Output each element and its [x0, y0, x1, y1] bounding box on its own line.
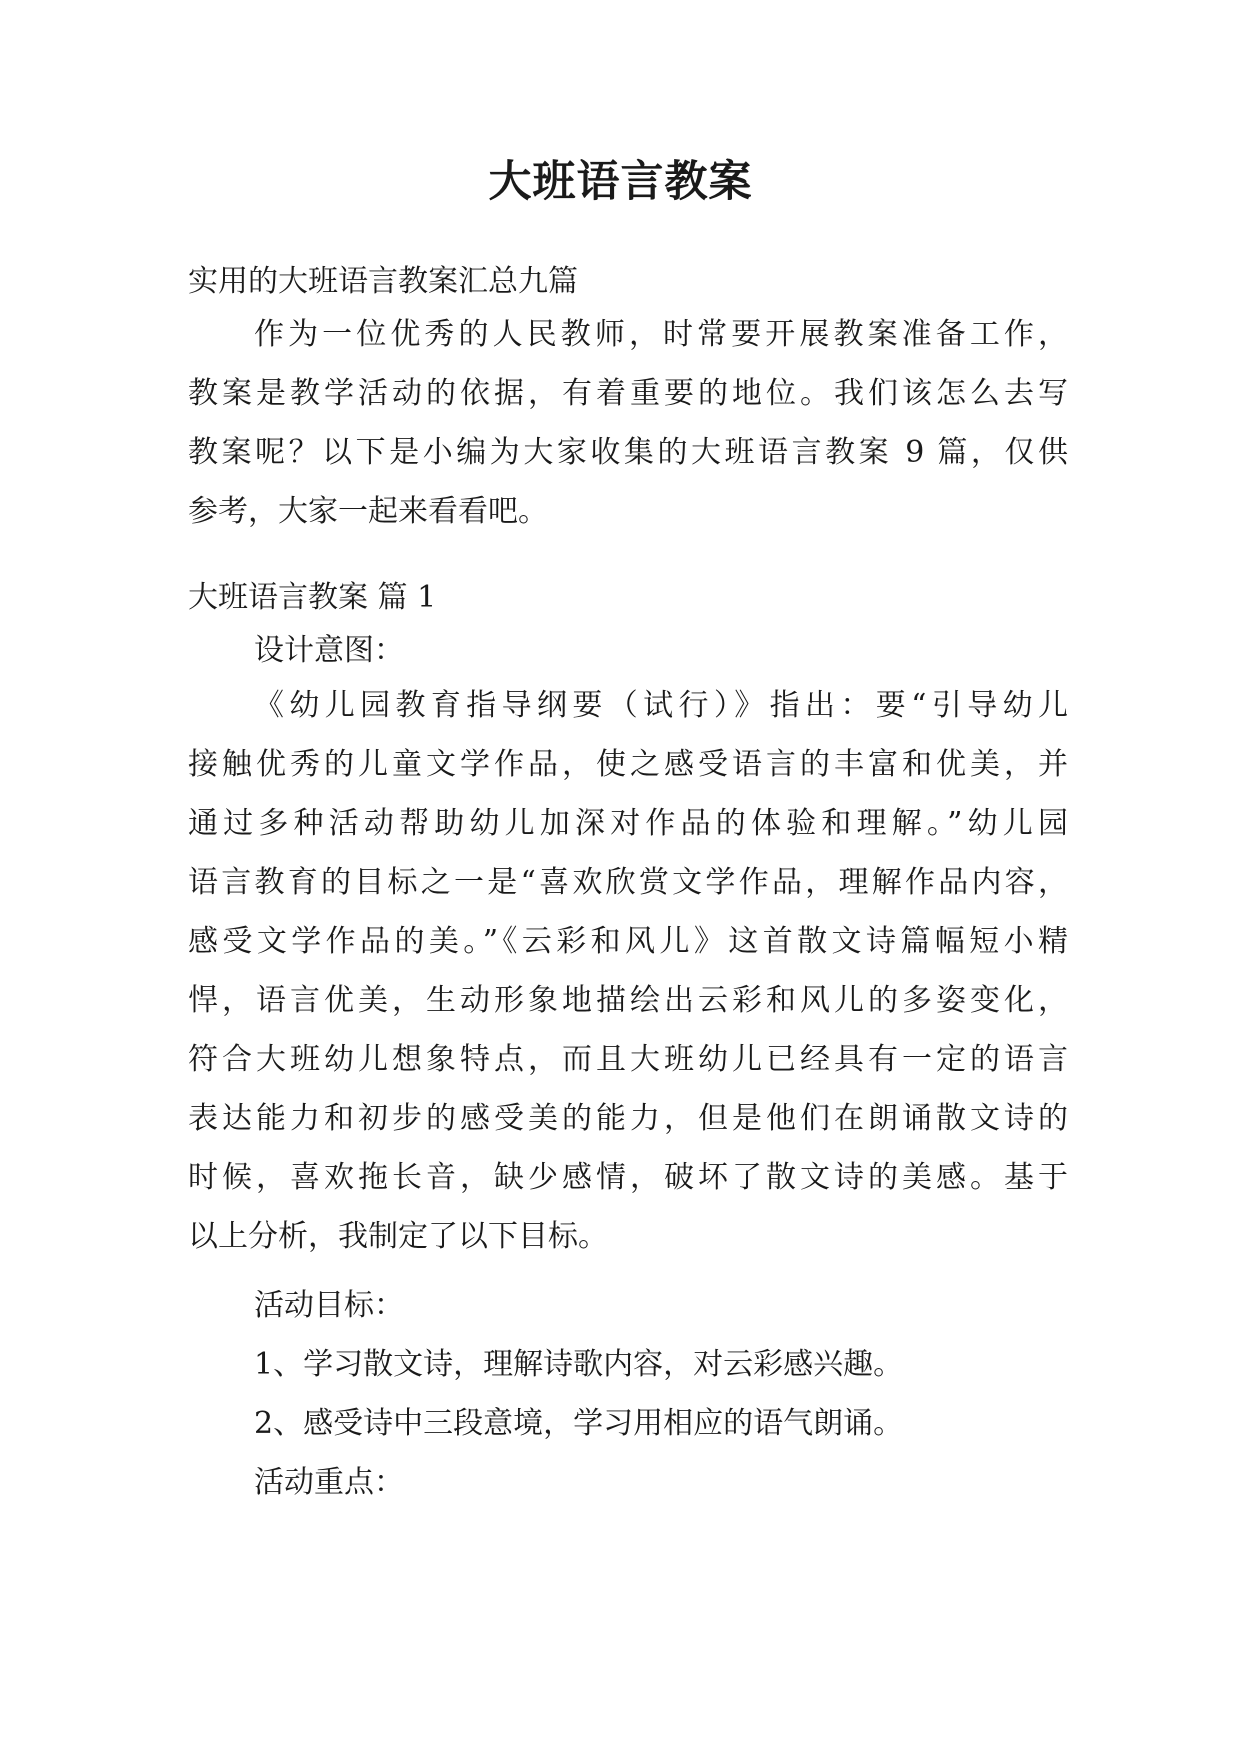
intro-line: 教案呢？以下是小编为大家收集的大班语言教案 9 篇，仅供	[188, 435, 1068, 470]
document-title: 大班语言教案	[488, 157, 753, 207]
design-line: 时候，喜欢拖长音，缺少感情，破坏了散文诗的美感。基于	[188, 1160, 1068, 1195]
design-intent-label: 设计意图：	[254, 633, 404, 668]
design-intent-paragraph	[188, 676, 1068, 1266]
design-line: 接触优秀的儿童文学作品，使之感受语言的丰富和优美，并	[188, 747, 1068, 782]
design-line: 符合大班幼儿想象特点，而且大班幼儿已经具有一定的语言	[188, 1042, 1068, 1077]
document-subtitle: 实用的大班语言教案汇总九篇	[188, 264, 578, 299]
goal-item: 1、学习散文诗，理解诗歌内容，对云彩感兴趣。	[254, 1347, 904, 1382]
design-line: 通过多种活动帮助幼儿加深对作品的体验和理解。”幼儿园	[188, 806, 1068, 841]
intro-line: 教案是教学活动的依据，有着重要的地位。我们该怎么去写	[188, 376, 1068, 411]
intro-line: 作为一位优秀的人民教师，时常要开展教案准备工作，	[254, 317, 1068, 352]
design-line: 感受文学作品的美。”《云彩和风儿》这首散文诗篇幅短小精	[188, 924, 1068, 959]
design-line: 表达能力和初步的感受美的能力，但是他们在朗诵散文诗的	[188, 1101, 1068, 1136]
section-heading: 大班语言教案 篇 1	[188, 580, 437, 615]
activity-goals-label: 活动目标：	[254, 1288, 404, 1323]
design-line: 语言教育的目标之一是“喜欢欣赏文学作品，理解作品内容，	[188, 865, 1068, 900]
intro-paragraph	[188, 305, 1068, 541]
activity-focus-label: 活动重点：	[254, 1465, 404, 1500]
intro-line: 参考，大家一起来看看吧。	[188, 494, 548, 529]
design-line: 悍，语言优美，生动形象地描绘出云彩和风儿的多姿变化，	[188, 983, 1068, 1018]
design-line: 以上分析，我制定了以下目标。	[188, 1219, 608, 1254]
design-line: 《幼儿园教育指导纲要（试行）》指出：要“引导幼儿	[254, 688, 1068, 723]
goal-item: 2、感受诗中三段意境，学习用相应的语气朗诵。	[254, 1406, 904, 1441]
